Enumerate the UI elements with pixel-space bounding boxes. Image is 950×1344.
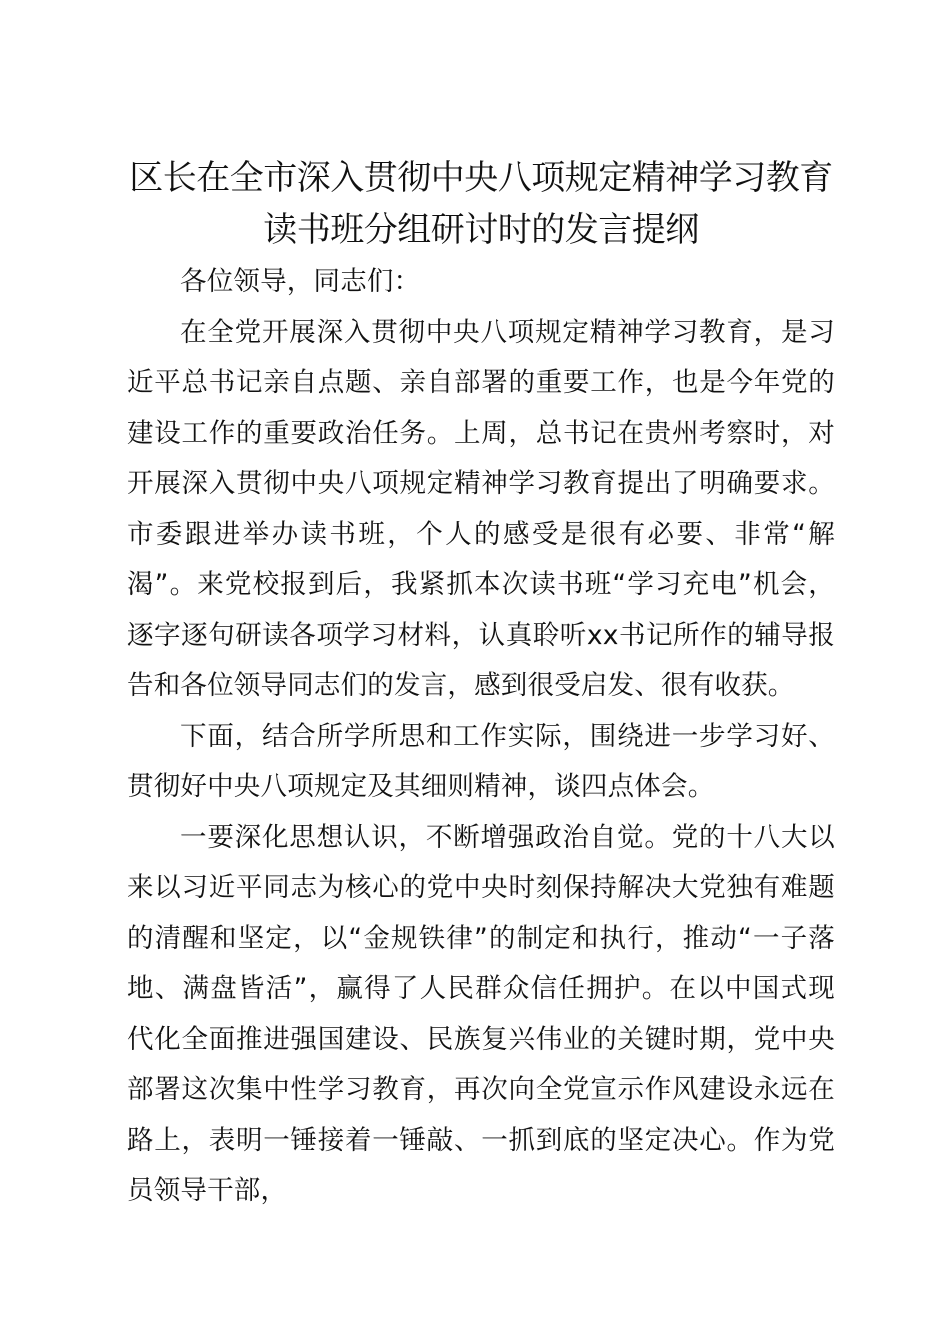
greeting-paragraph: 各位领导，同志们：: [180, 266, 421, 297]
transition-paragraph: 下面，结合所学所思和工作实际，围绕进一步学习好、贯彻好中央八项规定及其细则精神，谈四点体会。: [127, 720, 835, 802]
point-one-paragraph: 一要深化思想认识，不断增强政治自觉。党的十八大以来以习近平同志为核心的党中央时刻保持解决大党独有难题的清醒和坚定，以“金规铁律”的制定和执行，推动“一子落地、满盘皆活”，赢得了人民群众信任拥护。在以中国式现代化全面推进强国建设、民族复兴伟业的关键时期，党中央部署这次集中性学习教育，再次向全党宣示作风建设永远在路上，表明一锤接着一锤敲、一抓到底的坚定决心。作为党员领导干部，: [127, 821, 835, 1206]
intro-paragraph: 在全党开展深入贯彻中央八项规定精神学习教育，是习近平总书记亲自点题、亲自部署的重要工作，也是今年党的建设工作的重要政治任务。上周，总书记在贵州考察时，对开展深入贯彻中央八项规定精神学习教育提出了明确要求。市委跟进举办读书班，个人的感受是很有必要、非常“解渴”。来党校报到后，我紧抓本次读书班“学习充电”机会，逐字逐句研读各项学习材料，认真聆听xx书记所作的辅导报告和各位领导同志们的发言，感到很受启发、很有收获。: [127, 316, 835, 701]
document-content: [127, 152, 835, 1217]
document-title: 区长在全市深入贯彻中央八项规定精神学习教育读书班分组研讨时的发言提纲: [129, 158, 833, 250]
document-body: [127, 257, 835, 1217]
